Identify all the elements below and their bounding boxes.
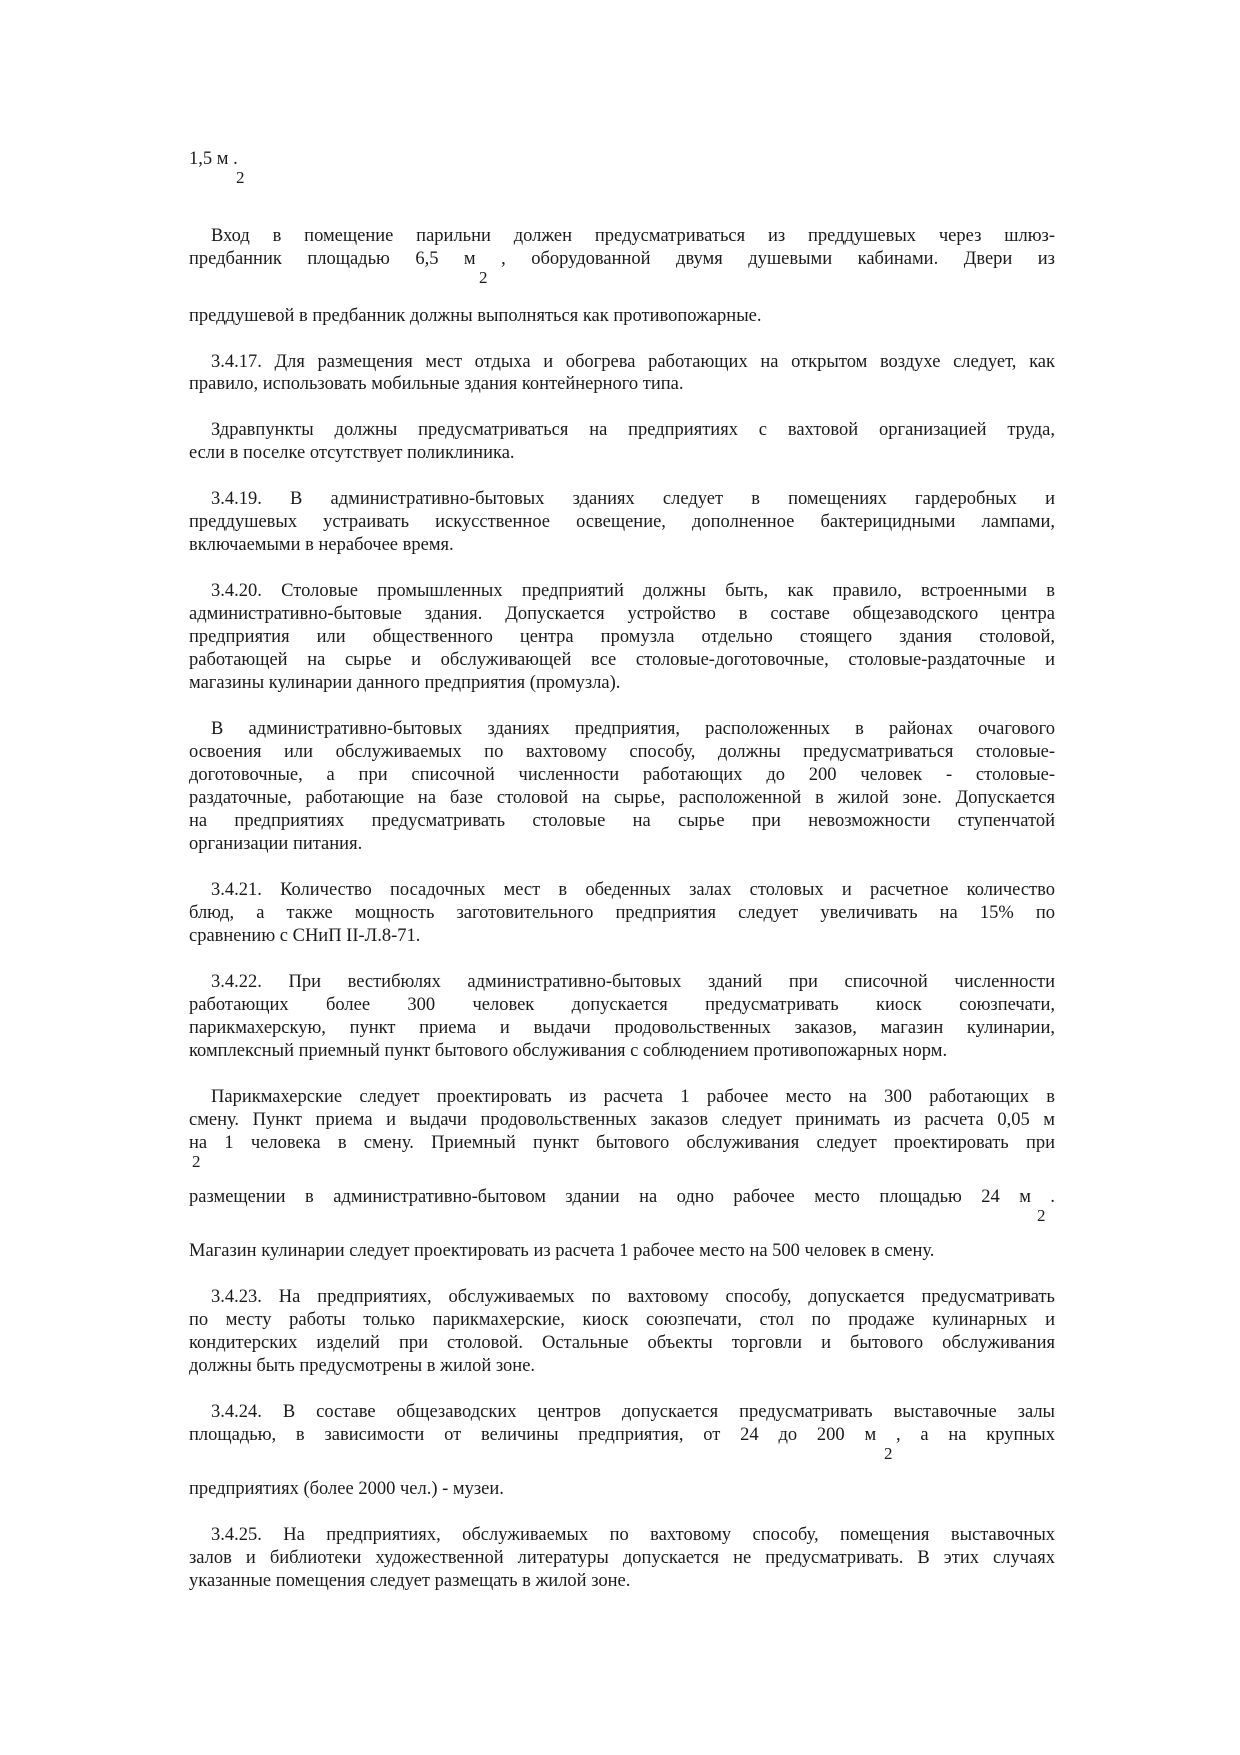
text-line: В административно-бытовых зданиях предприятия, расположенных в районах очагового bbox=[211, 719, 1055, 739]
text-line: предбанник площадью 6,5 м , оборудованной двумя душевыми кабинами. Двери из bbox=[189, 249, 1055, 269]
text-line: включаемыми в нерабочее время. bbox=[189, 535, 454, 555]
document-page bbox=[189, 0, 1055, 1755]
text-line: предприятия или общественного центра промузла отдельно стоящего здания столовой, bbox=[189, 627, 1055, 647]
text-line: работающей на сырье и обслуживающей все столовые-доготовочные, столовые-раздаточные и bbox=[189, 650, 1055, 670]
text-line: 3.4.20. Столовые промышленных предприятий должны быть, как правило, встроенными в bbox=[211, 581, 1055, 601]
text-line: работающих более 300 человек допускается предусматривать киоск союзпечати, bbox=[189, 995, 1055, 1015]
text-line: доготовочные, а при списочной численности работающих до 200 человек - столовые- bbox=[189, 765, 1055, 785]
text-line: Вход в помещение парильни должен предусматриваться из преддушевых через шлюз- bbox=[211, 226, 1055, 246]
text-line: предприятиях (более 2000 чел.) - музеи. bbox=[189, 1479, 504, 1499]
text-line: должны быть предусмотрены в жилой зоне. bbox=[189, 1356, 536, 1376]
text-line: 3.4.24. В составе общезаводских центров допускается предусматривать выставочные залы bbox=[211, 1402, 1055, 1422]
text-line: блюд, а также мощность заготовительного предприятия следует увеличивать на 15% по bbox=[189, 903, 1055, 923]
text-line: площадью, в зависимости от величины предприятия, от 24 до 200 м , а на крупных bbox=[189, 1425, 1055, 1445]
text-line: 3.4.17. Для размещения мест отдыха и обогрева работающих на открытом воздухе следует, как bbox=[211, 352, 1055, 372]
exponent: 2 bbox=[1037, 1206, 1046, 1225]
exponent: 2 bbox=[192, 1152, 201, 1171]
exponent: 2 bbox=[479, 268, 488, 287]
text-line: 3.4.22. При вестибюлях административно-бытовых зданий при списочной численности bbox=[211, 972, 1055, 992]
text-line: на 1 человека в смену. Приемный пункт бытового обслуживания следует проектировать при bbox=[189, 1133, 1055, 1153]
text-line: сравнению с СНиП II-Л.8-71. bbox=[189, 926, 421, 946]
exponent: 2 bbox=[884, 1444, 893, 1463]
text-line: Магазин кулинарии следует проектировать из расчета 1 рабочее место на 500 человек в смену. bbox=[189, 1241, 935, 1261]
text-line: парикмахерскую, пункт приема и выдачи продовольственных заказов, магазин кулинарии, bbox=[189, 1018, 1055, 1038]
text-line: 3.4.19. В административно-бытовых зданиях следует в помещениях гардеробных и bbox=[211, 489, 1055, 509]
text-line: Парикмахерские следует проектировать из расчета 1 рабочее место на 300 работающих в bbox=[211, 1087, 1055, 1107]
text-line: указанные помещения следует размещать в жилой зоне. bbox=[189, 1571, 631, 1591]
text-line: 1,5 м . bbox=[189, 149, 238, 169]
text-line: административно-бытовые здания. Допускается устройство в составе общезаводского центра bbox=[189, 604, 1055, 624]
text-line: 3.4.21. Количество посадочных мест в обеденных залах столовых и расчетное количество bbox=[211, 880, 1055, 900]
text-line: залов и библиотеки художественной литературы допускается не предусматривать. В этих случаях bbox=[189, 1548, 1055, 1568]
text-line: по месту работы только парикмахерские, киоск союзпечати, стол по продаже кулинарных и bbox=[189, 1310, 1055, 1330]
text-line: освоения или обслуживаемых по вахтовому способу, должны предусматриваться столовые- bbox=[189, 742, 1055, 762]
text-line: на предприятиях предусматривать столовые на сырье при невозможности ступенчатой bbox=[189, 811, 1055, 831]
text-line: 3.4.23. На предприятиях, обслуживаемых по вахтовому способу, допускается предусматривать bbox=[211, 1287, 1055, 1307]
text-line: преддушевой в предбанник должны выполняться как противопожарные. bbox=[189, 306, 762, 326]
text-line: магазины кулинарии данного предприятия (промузла). bbox=[189, 673, 621, 693]
text-line: 3.4.25. На предприятиях, обслуживаемых по вахтовому способу, помещения выставочных bbox=[211, 1525, 1055, 1545]
text-line: правило, использовать мобильные здания контейнерного типа. bbox=[189, 374, 684, 394]
text-line: кондитерских изделий при столовой. Остальные объекты торговли и бытового обслуживания bbox=[189, 1333, 1055, 1353]
exponent: 2 bbox=[236, 168, 245, 187]
text-line: размещении в административно-бытовом здании на одно рабочее место площадью 24 м . bbox=[189, 1187, 1055, 1207]
text-line: преддушевых устраивать искусственное освещение, дополненное бактерицидными лампами, bbox=[189, 512, 1055, 532]
text-line: раздаточные, работающие на базе столовой на сырье, расположенной в жилой зоне. Допускается bbox=[189, 788, 1055, 808]
text-line: Здравпункты должны предусматриваться на предприятиях с вахтовой организацией труда, bbox=[211, 420, 1055, 440]
text-line: организации питания. bbox=[189, 834, 363, 854]
text-line: если в поселке отсутствует поликлиника. bbox=[189, 443, 515, 463]
text-line: комплексный приемный пункт бытового обслуживания с соблюдением противопожарных норм. bbox=[189, 1041, 948, 1061]
text-line: смену. Пункт приема и выдачи продовольственных заказов следует принимать из расчета 0,05 м bbox=[189, 1110, 1055, 1130]
